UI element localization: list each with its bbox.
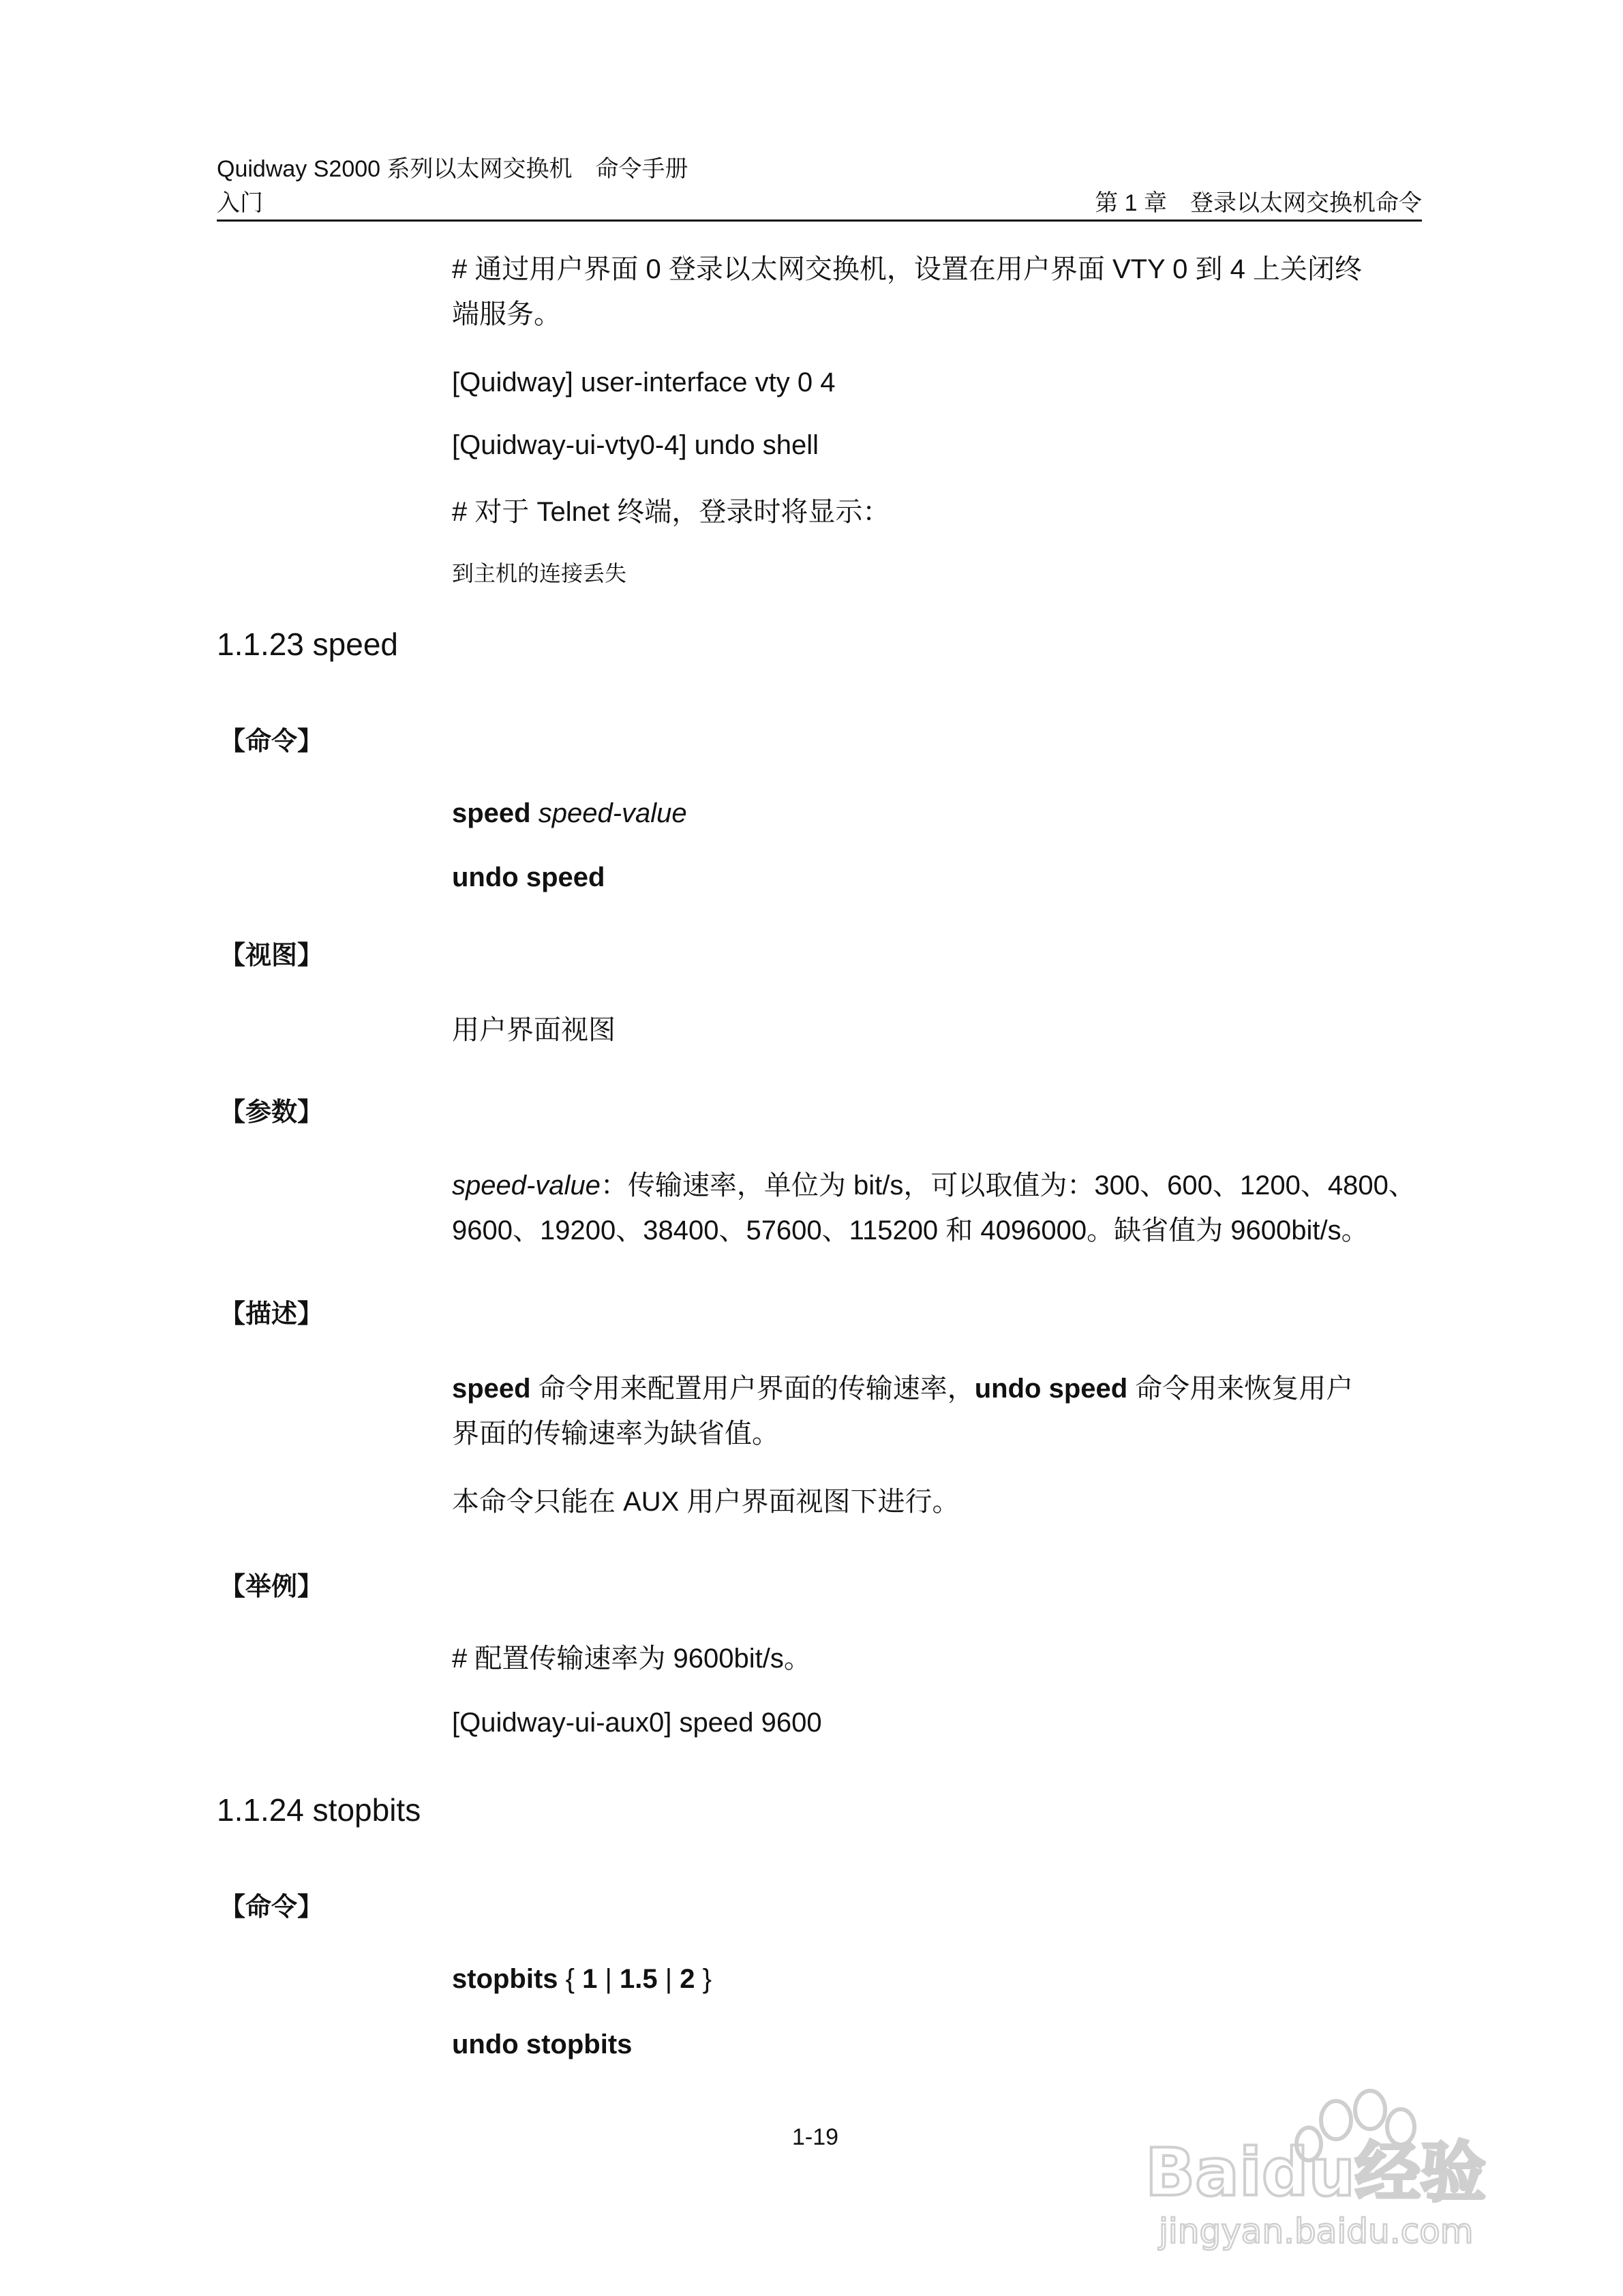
description-aux-note: 本命令只能在 AUX 用户界面视图下进行。 <box>452 1487 960 1517</box>
keyword-speed: speed <box>452 798 531 828</box>
brace-close: } <box>695 1964 712 1994</box>
stopbits-value-1-5: 1.5 <box>620 1964 658 1994</box>
paragraph-vty-line2: 端服务。 <box>452 299 561 329</box>
separator-2: | <box>657 1964 680 1994</box>
desc-text-end: 命令用来恢复用户 <box>1127 1374 1354 1404</box>
header-doc-title: Quidway S2000 系列以太网交换机 命令手册 <box>217 156 688 182</box>
tag-example: 【举例】 <box>219 1573 324 1601</box>
section-title-stopbits: 1.1.24 stopbits <box>217 1792 421 1828</box>
separator-1: | <box>597 1964 620 1994</box>
command-undo-shell: [Quidway-ui-vty0-4] undo shell <box>452 430 819 460</box>
paw-toe-2 <box>1355 2091 1385 2129</box>
section-title-speed: 1.1.23 speed <box>217 626 399 662</box>
keyword-undo-stopbits: undo stopbits <box>452 2029 633 2059</box>
command-syntax-speed <box>452 791 687 836</box>
parameter-line2: 9600、19200、38400、57600、115200 和 4096000。缺省值为 9600bit/s。 <box>452 1215 1369 1245</box>
desc-text-mid: 命令用来配置用户界面的传输速率， <box>530 1374 975 1404</box>
baidu-jingyan-watermark <box>1132 2079 1541 2256</box>
keyword-undo-speed: undo speed <box>452 862 605 892</box>
view-value: 用户界面视图 <box>452 1015 616 1045</box>
description-line1 <box>452 1366 1353 1411</box>
brace-open: { <box>558 1964 583 1994</box>
stopbits-value-1: 1 <box>582 1964 598 1994</box>
page-number: 1-19 <box>792 2124 839 2150</box>
tag-view: 【视图】 <box>219 941 324 970</box>
argument-speed-value: speed-value <box>538 798 687 828</box>
command-user-interface: [Quidway] user-interface vty 0 4 <box>452 367 836 397</box>
header-section-label: 入门 <box>217 190 263 216</box>
desc-keyword-undo-speed: undo speed <box>974 1374 1128 1404</box>
command-syntax-stopbits <box>452 1957 712 2002</box>
watermark-brand-text: Baidu经验 <box>1145 2134 1486 2211</box>
parameter-name: speed-value <box>452 1170 601 1200</box>
example-command: [Quidway-ui-aux0] speed 9600 <box>452 1708 822 1738</box>
parameter-line1 <box>452 1163 1416 1208</box>
watermark-url-text: jingyan.baidu.com <box>1159 2211 1474 2251</box>
tag-description: 【描述】 <box>219 1300 324 1329</box>
example-comment: # 配置传输速率为 9600bit/s。 <box>452 1644 811 1674</box>
paragraph-telnet: # 对于 Telnet 终端，登录时将显示： <box>452 497 890 527</box>
header-chapter-title: 第 1 章 登录以太网交换机命令 <box>1095 190 1422 216</box>
keyword-stopbits: stopbits <box>452 1964 558 1994</box>
command-undo-stopbits <box>452 2022 632 2067</box>
paw-toe-1 <box>1321 2101 1351 2139</box>
tag-command-stopbits: 【命令】 <box>219 1893 324 1922</box>
stopbits-value-2: 2 <box>680 1964 695 1994</box>
parameter-description: ：传输速率，单位为 bit/s，可以取值为：300、600、1200、4800、 <box>600 1170 1416 1200</box>
description-line2: 界面的传输速率为缺省值。 <box>452 1419 779 1449</box>
tag-command: 【命令】 <box>219 727 324 756</box>
desc-keyword-speed: speed <box>452 1374 531 1404</box>
tag-parameters: 【参数】 <box>219 1098 324 1127</box>
paragraph-vty-line1: # 通过用户界面 0 登录以太网交换机，设置在用户界面 VTY 0 到 4 上关闭终 <box>452 254 1362 284</box>
header-rule <box>217 220 1422 222</box>
output-connection-lost: 到主机的连接丢失 <box>452 561 627 586</box>
command-undo-speed <box>452 855 605 900</box>
